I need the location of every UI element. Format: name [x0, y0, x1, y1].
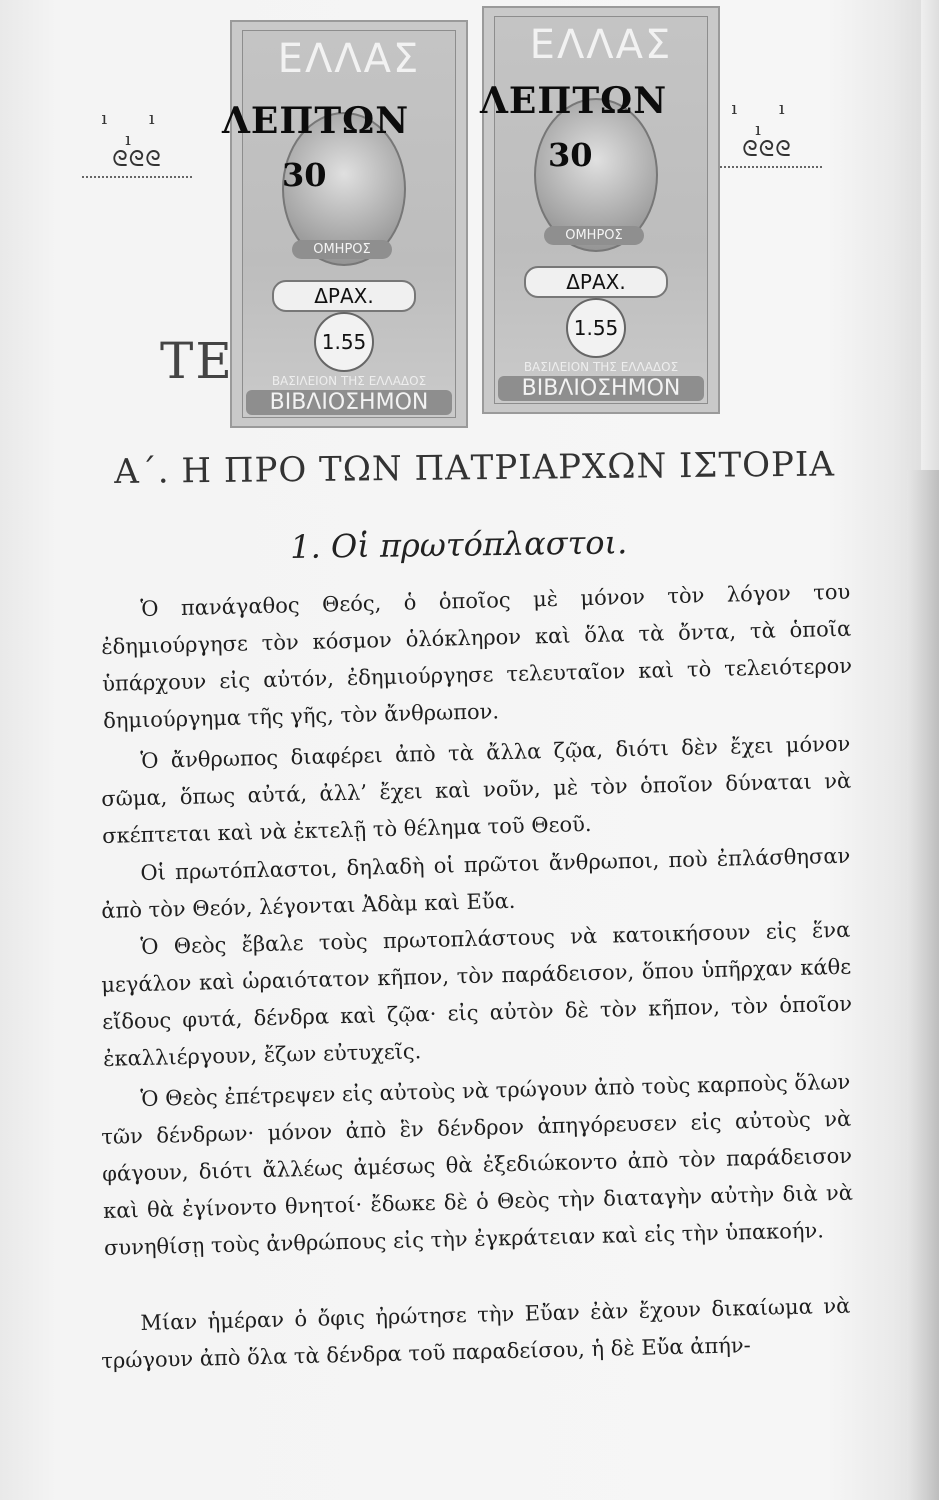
stamp-currency: ΔΡΑΧ.: [272, 280, 416, 312]
paragraph-2: Ὁ ἄνθρωπος διαφέρει ἀπὸ τὰ ἄλλα ζῷα, διότι δὲν ἔχει μόνον σῶμα, ὅπως αὐτά, ἀλλ’ ἔχει καὶ νοῦν, μὲ τὸν ὁποῖον δύναται νὰ σκέπτεται καὶ νὰ ἐκτελῇ τὸ θέλημα τοῦ Θεοῦ.: [101, 731, 852, 848]
ornament-right: [712, 98, 822, 168]
ornament-glyphs: ᘓᘓᘓ: [742, 137, 792, 162]
paragraph-3: Οἱ πρωτόπλαστοι, δηλαδὴ οἱ πρῶτοι ἄνθρωποι, ποὺ ἐπλάσθησαν ἀπὸ τὸν Θεόν, λέγονται Ἀδὰμ καὶ Εὔα.: [101, 843, 851, 923]
revenue-stamp-2: [482, 6, 720, 414]
page-edge-right: [907, 470, 939, 1500]
paragraph-1: Ὁ πανάγαθος Θεός, ὁ ὁποῖος μὲ μόνον τὸν λόγον του ἐδημιούργησε τὸν κόσμον ὁλόκληρον καὶ ὅλα τὰ ὄντα, τὰ ὁποῖα ὑπάρχουν εἰς αὐτόν, ἐδημιούργησε τελευταῖον καὶ τὸ τελειότερον δημιούργημα τῆς γῆς, τὸν ἄνθρωπον.: [101, 579, 853, 733]
stamp-1-overprint-value: 30: [282, 156, 327, 194]
paragraph-6: Μίαν ἡμέραν ὁ ὄφις ἠρώτησε τὴν Εὔαν ἐὰν ἔχουν δικαίωμα νὰ τρώγουν ἀπὸ ὅλα τὰ δένδρα τοῦ παραδείσου, ἡ δὲ Εὔα ἀπήν-: [101, 1293, 851, 1373]
revenue-stamp-1: [230, 20, 468, 428]
ornament-left: [82, 108, 192, 178]
section-heading: 1. Οἱ πρωτόπλαστοι.: [290, 523, 628, 566]
stamp-currency: ΔΡΑΧ.: [524, 266, 668, 298]
stamp-kingdom: ΒΑΣΙΛΕΙΟΝ ΤΗΣ ΕΛΛΑΔΟΣ: [523, 360, 679, 374]
dotted-rule: [712, 166, 822, 168]
paragraph-4: Ὁ Θεὸς ἔβαλε τοὺς πρωτοπλάστους νὰ κατοικήσουν εἰς ἕνα μεγάλον καὶ ὡραιότατον κῆπον, τὸν παράδεισον, ὅπου ὑπῆρχαν κάθε εἴδους φυτά, δένδρα καὶ ζῷα· εἰς αὐτὸν δὲ τὸν κῆπον, τὸν ὁποῖον ἐκαλλιέργουν, ἔζων εὐτυχεῖς.: [101, 917, 853, 1071]
stamp-value: 1.55: [566, 298, 626, 358]
chapter-heading: Α΄. Η ΠΡΟ ΤΩΝ ΠΑΤΡΙΑΡΧΩΝ ΙΣΤΟΡΙΑ: [114, 444, 836, 492]
paragraph-5: Ὁ Θεὸς ἐπέτρεψεν εἰς αὐτοὺς νὰ τρώγουν ἀπὸ τοὺς καρποὺς ὅλων τῶν δένδρων· μόνον ἀπὸ ἓν δένδρον ἀπηγόρευσεν εἰς αὐτοὺς νὰ φάγουν, διότι ἄλλέως ἀμέσως θὰ ἐξεδιώκοντο ἀπὸ τὸν παράδεισον καὶ θὰ ἐγίνοντο θνητοί· ἔδωκε δὲ ὁ Θεὸς τὴν διαταγὴν αὐτὴν διὰ νὰ συνηθίσῃ τοὺς ἀνθρώπους εἰς τὴν ἐγκράτειαν καὶ εἰς τὴν ὑπακοήν.: [101, 1069, 854, 1260]
ornament-stems: ı ı ı: [101, 108, 173, 150]
stamp-portrait-name: ΟΜΗΡΟΣ: [544, 226, 644, 245]
stamp-label: ΒΙΒΛΙΟΣΗΜΟΝ: [246, 390, 452, 415]
stamp-kingdom: ΒΑΣΙΛΕΙΟΝ ΤΗΣ ΕΛΛΑΔΟΣ: [271, 374, 427, 388]
stamp-2-overprint-value: 30: [548, 136, 593, 174]
stamp-country: ΕΛΛΑΣ: [277, 36, 421, 82]
ornament-stems: ı ı ı: [731, 98, 803, 140]
stamp-value: 1.55: [314, 312, 374, 372]
page-edge-top: [921, 0, 939, 470]
dotted-rule: [82, 176, 192, 178]
stamp-country: ΕΛΛΑΣ: [529, 22, 673, 68]
partial-title: ΤΕ: [160, 332, 234, 390]
ornament-glyphs: ᘓᘓᘓ: [112, 147, 162, 172]
stamp-portrait-name: ΟΜΗΡΟΣ: [292, 240, 392, 259]
stamp-2-overprint-word: ΛΕΠΤΩΝ: [480, 80, 668, 122]
stamp-label: ΒΙΒΛΙΟΣΗΜΟΝ: [498, 376, 704, 401]
stamp-1-overprint-word: ΛΕΠΤΩΝ: [222, 100, 410, 142]
